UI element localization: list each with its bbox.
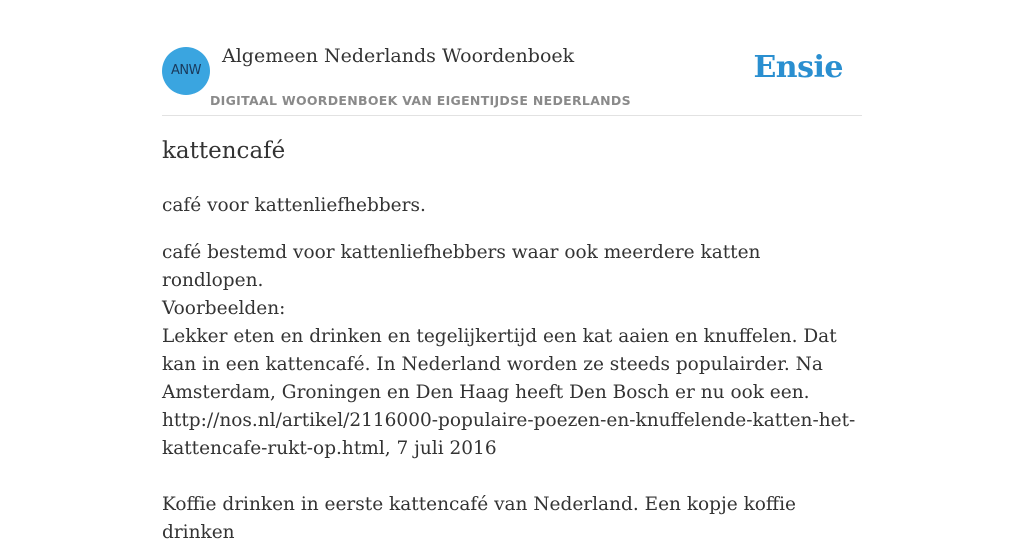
example-2-text: Koffie drinken in eerste kattencafé van Nederland. Een kopje koffie drinken — [162, 494, 796, 543]
example-spacer — [162, 463, 862, 491]
example-1-source: http://nos.nl/artikel/2116000-populaire-poezen-en-knuffelende-katten-het-kattencafe-rukt-op.html, 7 juli 2016 — [162, 410, 856, 459]
short-definition: café voor kattenliefhebbers. — [162, 195, 426, 216]
ensie-logo[interactable]: Ensie — [753, 50, 843, 85]
entry-term: kattencafé — [162, 138, 286, 164]
content-container — [162, 0, 862, 543]
examples-label: Voorbeelden: — [162, 298, 286, 319]
site-header — [162, 0, 862, 116]
examples-section — [162, 295, 862, 547]
example-1-text: Lekker eten en drinken en tegelijkertijd een kat aaien en knuffelen. Dat kan in een kattencafé. In Nederland worden ze steeds populairder. Na Amsterdam, Groningen en Den Haag heeft Den Bosch er nu ook een. — [162, 326, 837, 403]
long-definition: café bestemd voor kattenliefhebbers waar ook meerdere katten rondlopen. — [162, 242, 761, 291]
dictionary-subtitle: DIGITAAL WOORDENBOEK VAN EIGENTIJDSE NEDERLANDS — [210, 93, 631, 108]
anw-logo[interactable]: ANW — [162, 47, 210, 95]
dictionary-title[interactable]: Algemeen Nederlands Woordenboek — [222, 45, 575, 67]
